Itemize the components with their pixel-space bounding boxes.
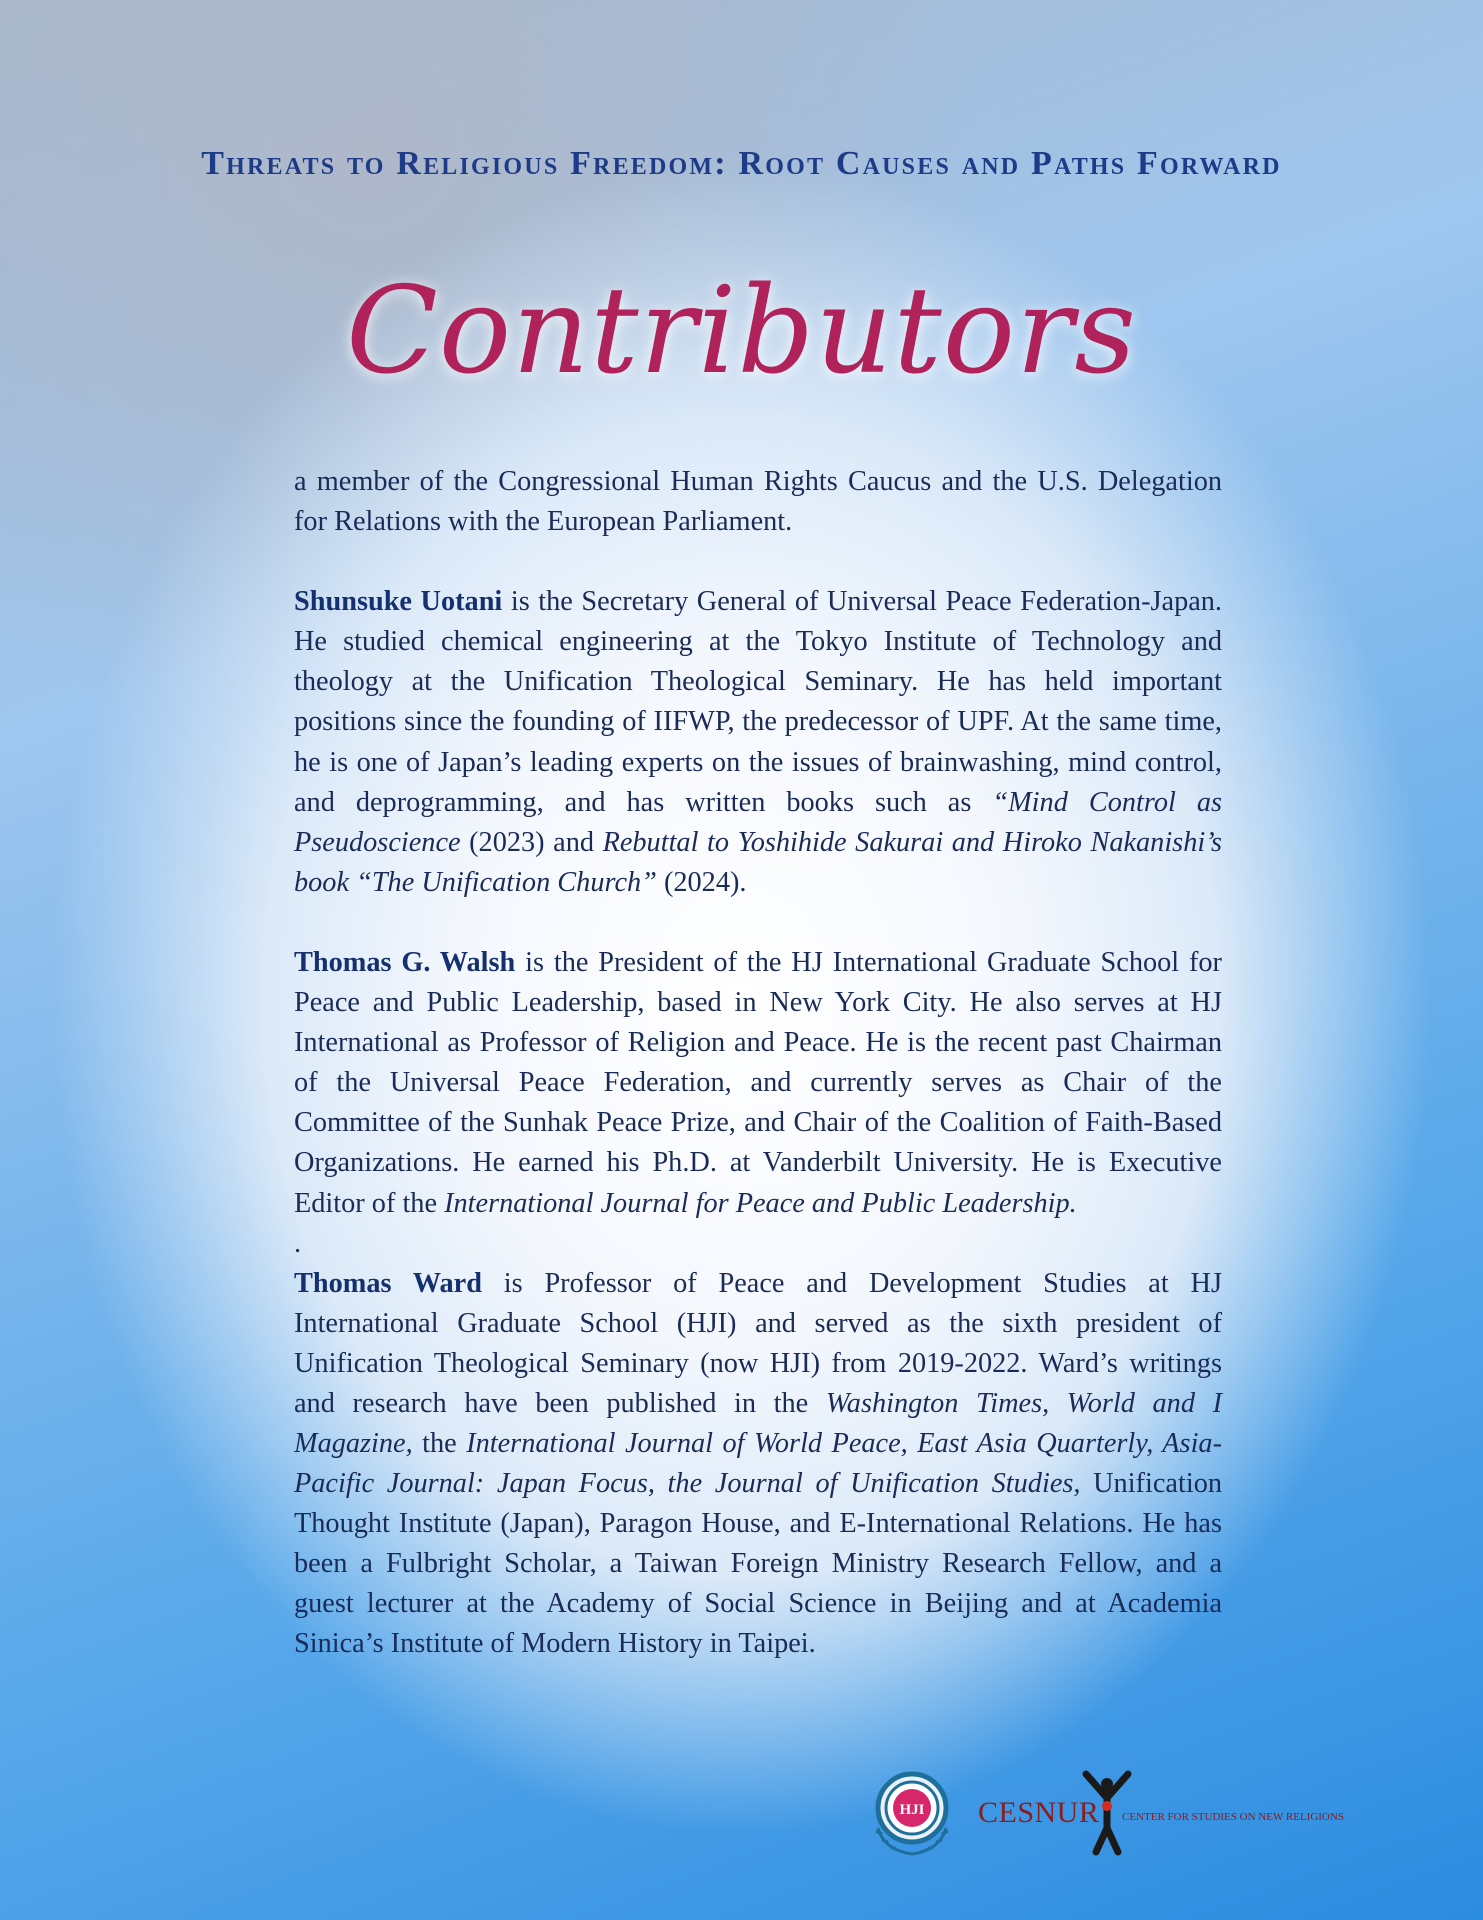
footer-logos xyxy=(864,1768,1344,1858)
bio-text: is the President of the HJ International Graduate School for Peace and Public Leadership, based in New York City. He also serves at HJ International as Professor of Religion and Peace. He is the recent past Chairman of the Universal Peace Federation, and currently serves as Chair of the Committee of the Sunhak Peace Prize, and Chair of the Coalition of Faith-Based Organizations. He earned his Ph.D. at Vanderbilt University. He is Executive Editor of the xyxy=(294,946,1222,1219)
cesnur-tagline: CENTER FOR STUDIES ON NEW RELIGIONS xyxy=(1122,1811,1344,1823)
footer-logos-svg xyxy=(864,1768,1344,1858)
book-title: Rebuttal to Yoshihide Sakurai and Hiroko Nakanishi’s book “The Unification Church” xyxy=(294,826,1222,898)
paragraph-gap xyxy=(294,903,1222,943)
cesnur-wordmark: CESNUR xyxy=(978,1796,1100,1829)
bio-text: Unification Thought Institute (Japan), Paragon House, and E-International Relations. He has been a Fulbright Scholar, a Taiwan Foreign Ministry Research Fellow, and a guest lecturer at the Academy of Social Science in Beijing and at Academia Sinica’s Institute of Modern History in Taipei. xyxy=(294,1468,1222,1660)
cesnur-logo xyxy=(978,1774,1344,1852)
page-title: Contributors xyxy=(346,262,1137,401)
journal-title: International Journal for Peace and Public Leadership. xyxy=(444,1187,1077,1219)
bio-paragraph-ward xyxy=(294,1264,1222,1665)
contributor-name: Thomas Ward xyxy=(294,1267,482,1299)
hji-logo xyxy=(876,1774,948,1854)
bio-paragraph-walsh xyxy=(294,943,1222,1224)
publication-list: International Journal of World Peace, East Asia Quarterly, Asia-Pacific Journal: Japan Focus, the Journal of Unification Studies, xyxy=(294,1427,1223,1500)
contributor-name: Thomas G. Walsh xyxy=(294,946,516,978)
bio-text: is Professor of Peace and Development Studies at HJ International Graduate School (HJI) and served as the sixth president of Unification Theological Seminary (now HJI) from 2019-2022. Ward’s writings and research have been published in the xyxy=(294,1267,1222,1419)
contributors-body xyxy=(294,462,1222,1665)
continuation-paragraph: a member of the Congressional Human Rights Caucus and the U.S. Delegation for Relations with the European Parliament. xyxy=(294,466,1222,538)
bio-text: (2023) and xyxy=(460,826,603,858)
bio-text: the xyxy=(412,1427,467,1459)
publication-list: Washington Times, World and I Magazine, xyxy=(294,1387,1222,1459)
bio-text: (2024). xyxy=(656,866,747,898)
running-header: Threats to Religious Freedom: Root Causes and Paths Forward xyxy=(201,145,1282,182)
book-title: “Mind Control as Pseudoscience xyxy=(294,786,1222,858)
stray-dot: . xyxy=(294,1227,302,1259)
paragraph-gap xyxy=(294,542,1222,582)
hji-logo-text: HJI xyxy=(899,1802,925,1818)
bio-text: is the Secretary General of Universal Peace Federation-Japan. He studied chemical engineering at the Tokyo Institute of Technology and theology at the Unification Theological Seminary. He has held important positions since the founding of IIFWP, the predecessor of UPF. At the same time, he is one of Japan’s leading experts on the issues of brainwashing, mind control, and deprogramming, and has written books such as xyxy=(294,586,1223,818)
contributor-name: Shunsuke Uotani xyxy=(294,586,503,618)
bio-paragraph-uotani xyxy=(294,582,1222,903)
